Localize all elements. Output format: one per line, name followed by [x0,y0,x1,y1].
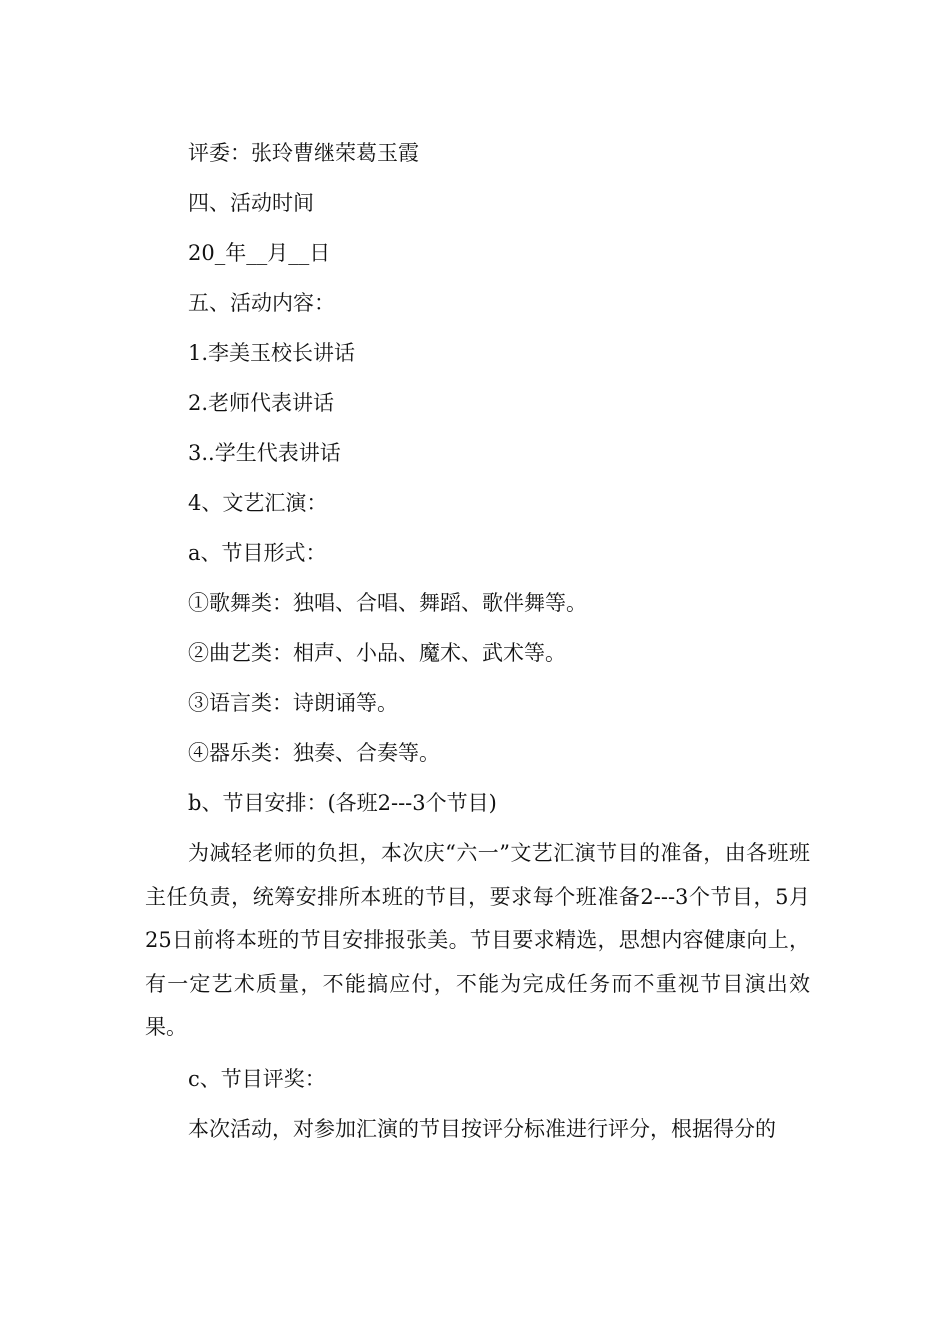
arrangement-paragraph: 为减轻老师的负担，本次庆“六一”文艺汇演节目的准备，由各班班主任负责，统筹安排所本班的节目，要求每个班准备2---3个节目，5月25日前将本班的节目安排报张美。节目要求精选，思想内容健康向上，有一定艺术质量，不能搞应付，不能为完成任务而不重视节目演出效果。 [145,841,810,1039]
list-item: 1.李美玉校长讲话 [188,341,356,365]
list-item: 3..学生代表讲话 [188,441,341,465]
program-type-item: ①歌舞类：独唱、合唱、舞蹈、歌伴舞等。 [188,591,587,615]
program-type-item: ③语言类：诗朗诵等。 [188,691,398,715]
date-line: 20_年__月__日 [188,241,331,265]
subsection-heading: a、节目形式： [188,541,327,565]
subsection-heading: b、节目安排：(各班2---3个节目) [188,791,497,815]
document-body [145,128,810,1155]
subsection-heading: c、节目评奖： [188,1066,326,1091]
list-item: 2.老师代表讲话 [188,391,335,415]
judges-line: 评委：张玲曹继荣葛玉霞 [188,141,419,165]
award-paragraph: 本次活动，对参加汇演的节目按评分标准进行评分，根据得分的 [188,1116,776,1141]
list-item: 4、文艺汇演： [188,491,328,515]
section-heading-time: 四、活动时间 [188,191,314,215]
program-type-item: ②曲艺类：相声、小品、魔术、武术等。 [188,641,566,665]
section-heading-content: 五、活动内容： [188,291,335,315]
program-type-item: ④器乐类：独奏、合奏等。 [188,741,440,765]
